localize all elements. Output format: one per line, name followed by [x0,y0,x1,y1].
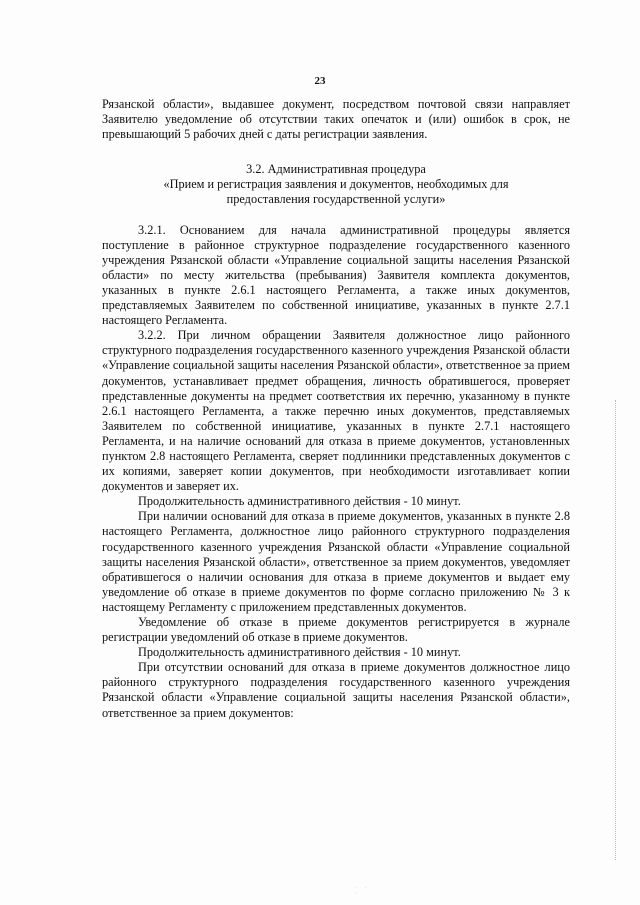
paragraph-duration: Продолжительность административного действия - 10 минут. [138,494,461,509]
paragraph-3-2-2: 3.2.2. При личном обращении Заявителя должностное лицо районного структурного подразделения государственного казенного учреждения Рязанской области «Управление социальной защиты населения Рязанской области», ответственное за прием документов, устанавливает предмет обращения, личность обратившегося, проверяет представленные документы на предмет соответствия их перечню, указанному в пункте 2.6.1 настоящего Регламента, а также перечню иных документов, представляемых Заявителем по собственной инициативе, указанных в пункте 2.7.1 настоящего Регламента, и на наличие оснований для отказа в приеме документов, установленных пунктом 2.8 настоящего Регламента, сверяет подлинники представленных документов с их копиями, заверяет копии документов, при необходимости изготавливает копии документов и заверяет их. [102,328,570,494]
section-heading [102,162,570,207]
section-heading-line: 3.2. Административная процедура [246,162,426,177]
document-body [102,97,570,721]
page-number: 23 [314,75,326,87]
intro-paragraph: Рязанской области», выдавшее документ, посредством почтовой связи направляет Заявителю уведомление об отсутствии таких опечаток и (или) ошибок в срок, не превышающий 5 рабочих дней с даты регистрации заявления. [102,97,570,142]
binding-edge-marks [615,400,618,860]
paragraph-refusal-grounds: При наличии оснований для отказа в приеме документов, указанных в пункте 2.8 настоящего Регламента, должностное лицо районного структурного подразделения государственного казенного учреждения Рязанской области «Управление социальной защиты населения Рязанской области», ответственное за прием документов, уведомляет обратившегося о наличии основания для отказа в приеме документов и выдает ему уведомление об отказе в приеме документов по форме согласно приложению № 3 к настоящему Регламенту с приложением представленных документов. [102,509,570,614]
paragraph-3-2-1: 3.2.1. Основанием для начала административной процедуры является поступление в районное структурное подразделение государственного казенного учреждения Рязанской области «Управление социальной защиты населения Рязанской области» по месту жительства (пребывания) Заявителя комплекта документов, указанных в пункте 2.6.1 настоящего Регламента, а также иных документов, представляемых Заявителем по собственной инициативе, указанных в пункте 2.7.1 настоящего Регламента. [102,222,570,328]
paragraph-duration: Продолжительность административного действия - 10 минут. [138,645,461,660]
scan-dots: · · · [355,885,370,897]
paragraph-refusal-registration: Уведомление об отказе в приеме документов регистрируется в журнале регистрации уведомлений об отказе в приеме документов. [102,615,570,645]
paragraph-no-refusal: При отсутствии оснований для отказа в приеме документов должностное лицо районного структурного подразделения государственного казенного учреждения Рязанской области «Управление социальной защиты населения Рязанской области», ответственное за прием документов: [102,660,570,720]
section-heading-line: «Прием и регистрация заявления и документов, необходимых для [163,177,509,192]
section-heading-line: предоставления государственной услуги» [226,192,446,207]
